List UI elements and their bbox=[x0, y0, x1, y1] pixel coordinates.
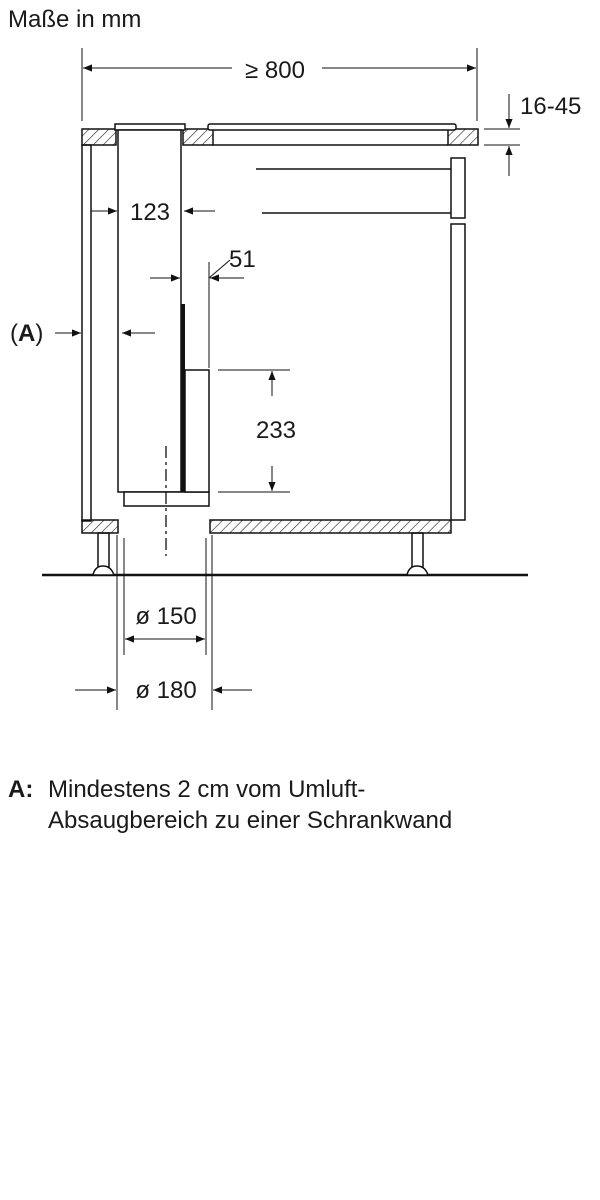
footnote-text-1: Mindestens 2 cm vom Umluft- bbox=[48, 776, 366, 803]
marker-a-letter: A bbox=[18, 320, 36, 347]
marker-a-open: ( bbox=[10, 320, 18, 347]
drawer-front-top bbox=[451, 158, 465, 218]
dim-width-total bbox=[82, 48, 477, 121]
cabinet-foot-left bbox=[93, 533, 114, 575]
dim-countertop-label: 16-45 bbox=[520, 93, 582, 120]
dim-width-total-label: ≥ 800 bbox=[245, 57, 305, 84]
dim-height bbox=[218, 370, 296, 492]
dim-height-label: 233 bbox=[255, 417, 297, 444]
dim-diameter-inner bbox=[124, 538, 206, 655]
dim-offset-label: 51 bbox=[229, 246, 256, 273]
footnote-text-2: Absaugbereich zu einer Schrankwand bbox=[48, 807, 453, 834]
dim-diameter-outer-label: ø 180 bbox=[135, 677, 197, 704]
svg-text:(A) bbox=[10, 320, 43, 347]
cooktop-glass bbox=[208, 124, 456, 130]
dim-diameter-inner-label: ø 150 bbox=[135, 603, 197, 630]
marker-a-close: ) bbox=[35, 320, 44, 347]
dim-countertop-thickness bbox=[484, 93, 581, 176]
footnote-line-1 bbox=[8, 774, 588, 805]
dim-duct-width bbox=[91, 199, 215, 226]
extraction-duct bbox=[115, 124, 209, 506]
cabinet-foot-right bbox=[407, 533, 428, 575]
footnote-line-2 bbox=[8, 805, 588, 836]
cabinet-side-panel bbox=[82, 145, 91, 521]
dim-duct-width-label: 123 bbox=[129, 199, 171, 226]
footnote-key: A: bbox=[8, 776, 34, 803]
units-title: Maße in mm bbox=[8, 6, 142, 33]
footnote bbox=[8, 774, 588, 836]
drawer-front-bottom bbox=[451, 224, 465, 520]
cabinet-bottom bbox=[82, 520, 451, 533]
